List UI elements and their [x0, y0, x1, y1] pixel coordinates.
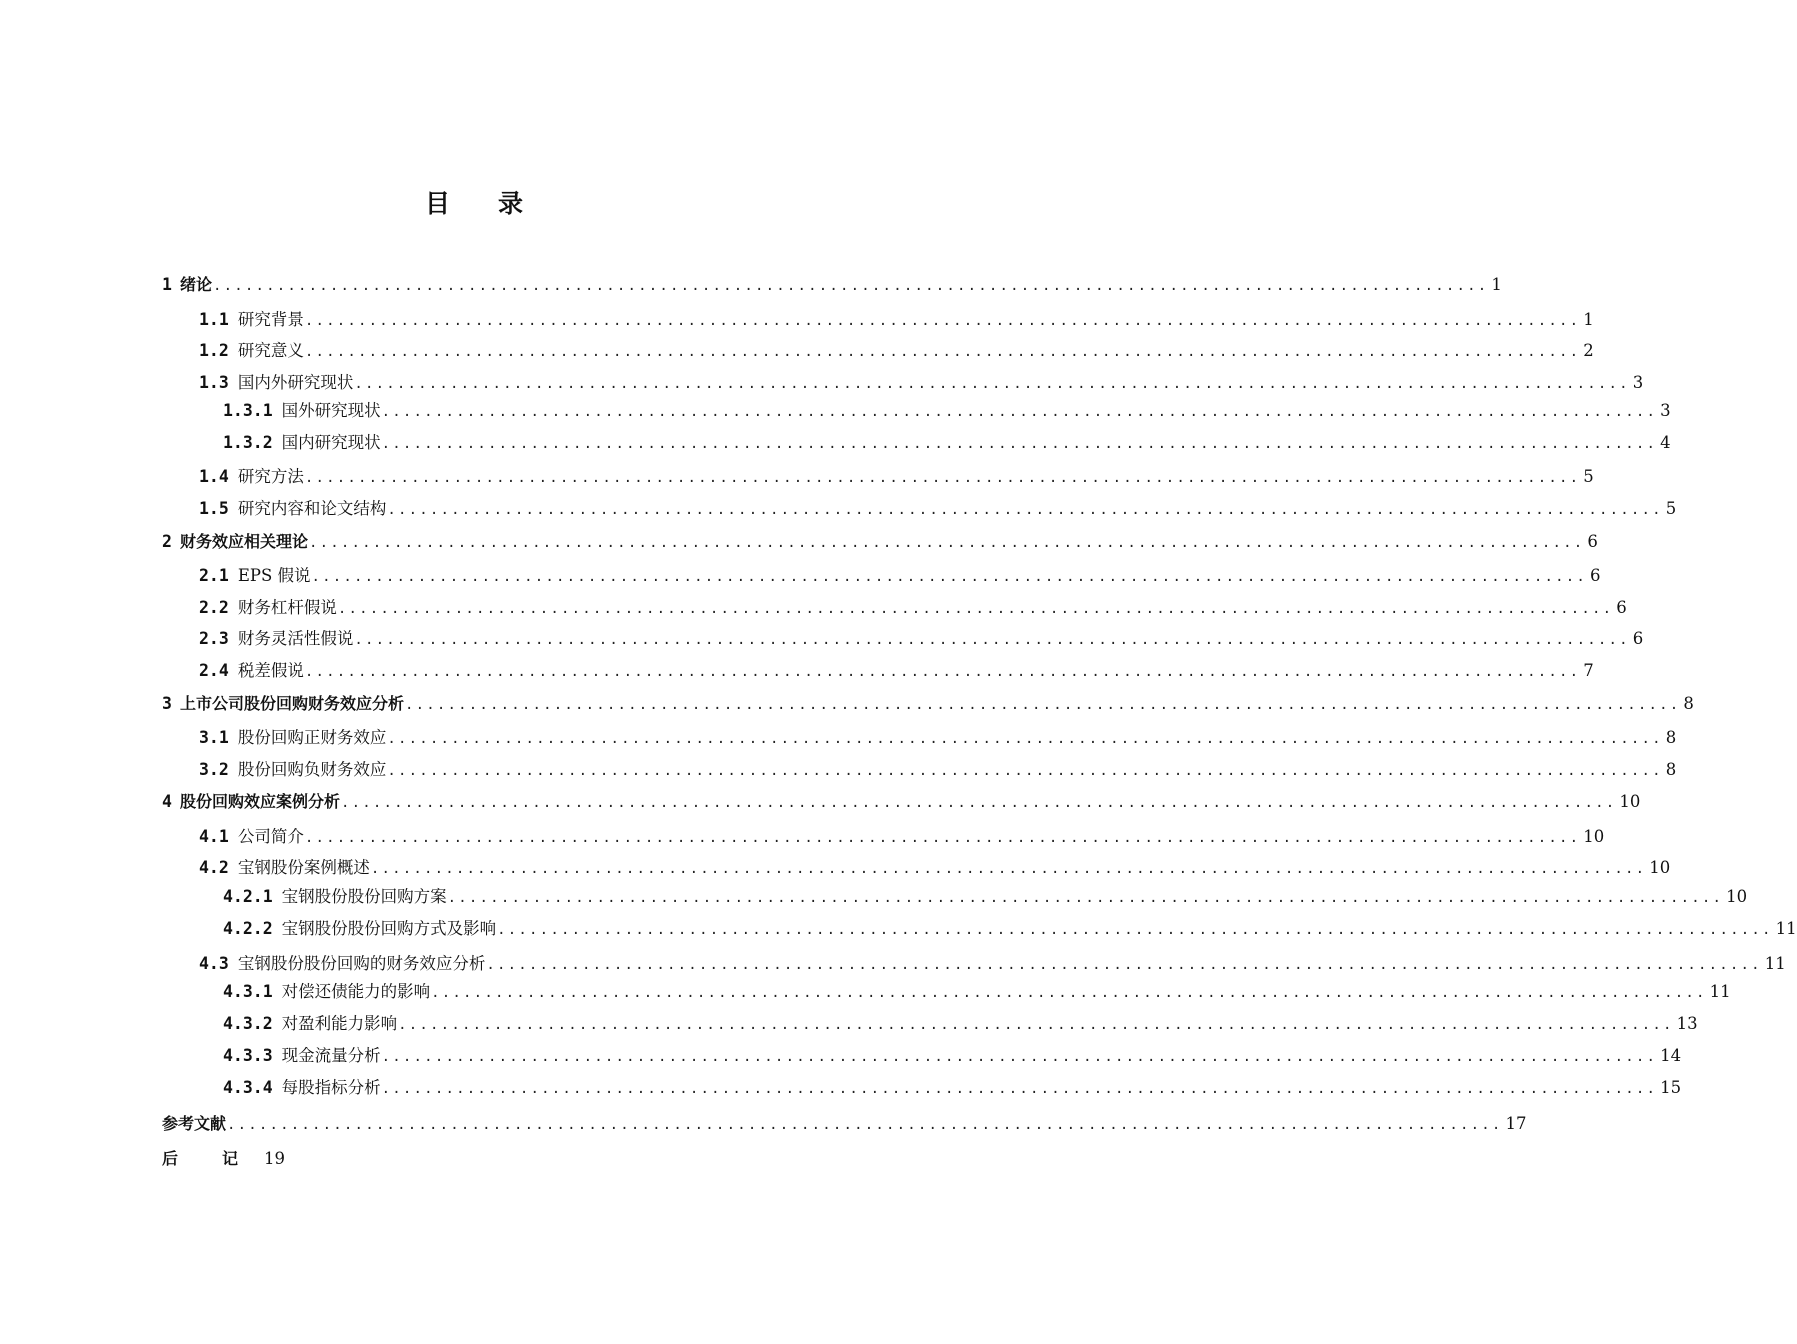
- toc-entry-number: 1.4: [199, 467, 229, 486]
- toc-entry-number: 4.3.2: [223, 1014, 273, 1033]
- dot-leader: ........................................................................................................................: [398, 1017, 1674, 1033]
- dot-leader: ........................................................................................................................: [404, 697, 1681, 713]
- toc-entry-label: 股份回购正财务效应: [237, 728, 387, 747]
- dot-leader: ........................................................................................................................: [486, 957, 1762, 973]
- dot-leader: ........................................................................................................................: [447, 890, 1724, 906]
- toc-entry-number: 4.3.1: [223, 982, 273, 1001]
- dot-leader: ........................................................................................................................: [381, 404, 1658, 420]
- toc-entry-page: 8: [1665, 760, 1677, 779]
- toc-entry-page: 11: [1764, 954, 1786, 973]
- toc-entry-page: 10: [1649, 858, 1671, 877]
- toc-entry[interactable]: [162, 274, 1502, 296]
- toc-entry-label: 研究意义: [237, 341, 304, 360]
- toc-entry-page: 2: [1583, 341, 1594, 360]
- toc-entry[interactable]: [199, 597, 1627, 619]
- toc-entry-page: 6: [1587, 532, 1598, 551]
- toc-entry-page: 15: [1660, 1078, 1682, 1097]
- toc-entry-page: 1: [1583, 310, 1594, 329]
- toc-entry-page: 8: [1683, 694, 1694, 713]
- toc-entry-number: 4.3.4: [223, 1078, 273, 1097]
- toc-entry-label: 每股指标分析: [281, 1078, 381, 1097]
- toc-entry[interactable]: [162, 531, 1598, 553]
- dot-leader: ........................................................................................................................: [387, 731, 1663, 747]
- toc-entry-label: 国外研究现状: [281, 401, 381, 420]
- toc-entry[interactable]: [199, 660, 1594, 682]
- toc-entry[interactable]: [223, 918, 1797, 940]
- toc-entry-label: 宝钢股份股份回购的财务效应分析: [237, 954, 486, 973]
- toc-entry-label: 绪论: [179, 275, 212, 294]
- dot-leader: ........................................................................................................................: [340, 795, 1617, 811]
- dot-leader: ........................................................................................................................: [387, 763, 1663, 779]
- toc-entry-page: 11: [1709, 982, 1731, 1001]
- toc-entry[interactable]: [199, 628, 1644, 650]
- toc-entry-page: 6: [1616, 598, 1627, 617]
- toc-entry[interactable]: [223, 432, 1671, 454]
- toc-entry-page: 5: [1583, 467, 1594, 486]
- toc-entry-number: 2.2: [199, 598, 229, 617]
- toc-entry-number: 4.1: [199, 827, 229, 846]
- toc-entry-page: 3: [1632, 373, 1644, 392]
- toc-entry-label: 公司简介: [237, 827, 304, 846]
- toc-entry-label: 研究方法: [237, 467, 304, 486]
- toc-entry-label: 国内研究现状: [281, 433, 381, 452]
- toc-entry-label: 股份回购效应案例分析: [179, 792, 340, 811]
- toc-entry-number: 2.1: [199, 566, 229, 585]
- toc-entry-label: 财务效应相关理论: [179, 532, 308, 551]
- toc-entry[interactable]: [199, 340, 1594, 362]
- toc-entry-number: 1.3: [199, 373, 229, 392]
- toc-entry-number: 4.2: [199, 858, 229, 877]
- afterword-char-1: 后: [162, 1149, 179, 1168]
- toc-entry-label: 上市公司股份回购财务效应分析: [179, 694, 404, 713]
- toc-entry-number: 2.3: [199, 629, 229, 648]
- toc-entry-label: [162, 1148, 238, 1170]
- toc-entry-number: 1.3.2: [223, 433, 273, 452]
- toc-entry-label: 财务杠杆假说: [237, 598, 337, 617]
- toc-entry-afterword[interactable]: [162, 1148, 285, 1170]
- page-title: [0, 184, 950, 220]
- toc-entry-number: 3.2: [199, 760, 229, 779]
- dot-leader: ........................................................................................................................: [497, 922, 1773, 938]
- afterword-char-2: 记: [222, 1149, 239, 1168]
- dot-leader: ........................................................................................................................: [304, 344, 1581, 360]
- toc-entry-number: 4: [162, 792, 172, 811]
- toc-entry-number: 1.2: [199, 341, 229, 360]
- toc-entry-number: 1.1: [199, 310, 229, 329]
- toc-entry[interactable]: [199, 309, 1594, 331]
- toc-entry[interactable]: [223, 1013, 1698, 1035]
- toc-entry-number: 1: [162, 275, 172, 294]
- toc-entry-label: 参考文献: [162, 1114, 227, 1133]
- dot-leader: ........................................................................................................................: [381, 1081, 1658, 1097]
- toc-entry[interactable]: [162, 1113, 1527, 1135]
- toc-entry-number: 2: [162, 532, 172, 551]
- toc-entry-number: 3.1: [199, 728, 229, 747]
- toc-entry-label: EPS 假说: [237, 566, 311, 585]
- toc-entry[interactable]: [199, 826, 1605, 848]
- toc-entry[interactable]: [223, 1077, 1682, 1099]
- toc-entry-number: 4.2.1: [223, 887, 273, 906]
- toc-entry[interactable]: [199, 759, 1677, 781]
- toc-entry[interactable]: [223, 400, 1671, 422]
- toc-entry-page: 19: [264, 1149, 286, 1168]
- dot-leader: ........................................................................................................................: [227, 1117, 1503, 1133]
- toc-entry-page: 3: [1660, 401, 1671, 420]
- dot-leader: ........................................................................................................................: [304, 664, 1581, 680]
- toc-entry[interactable]: [223, 1045, 1682, 1067]
- toc-entry-page: 4: [1660, 433, 1671, 452]
- toc-entry-page: 14: [1660, 1046, 1682, 1065]
- toc-entry[interactable]: [199, 372, 1644, 394]
- toc-entry-page: 10: [1619, 792, 1641, 811]
- dot-leader: ........................................................................................................................: [311, 569, 1587, 585]
- toc-entry[interactable]: [223, 981, 1731, 1003]
- dot-leader: ........................................................................................................................: [304, 313, 1581, 329]
- toc-entry-label: 税差假说: [237, 661, 304, 680]
- toc-entry-label: 现金流量分析: [281, 1046, 381, 1065]
- toc-entry-page: 11: [1775, 919, 1797, 938]
- toc-entry-page: 5: [1665, 499, 1677, 518]
- toc-entry-page: 10: [1583, 827, 1605, 846]
- toc-entry-label: 研究背景: [237, 310, 304, 329]
- toc-entry[interactable]: [199, 498, 1677, 520]
- dot-leader: ........................................................................................................................: [212, 278, 1489, 294]
- toc-entry[interactable]: [199, 727, 1677, 749]
- toc-entry[interactable]: [162, 693, 1694, 715]
- dot-leader: ........................................................................................................................: [370, 861, 1647, 877]
- toc-entry[interactable]: [199, 565, 1601, 587]
- toc-entry-number: 4.2.2: [223, 919, 273, 938]
- toc-entry-number: 3: [162, 694, 172, 713]
- toc-entry-page: 10: [1726, 887, 1748, 906]
- toc-entry-page: 17: [1505, 1114, 1527, 1133]
- dot-leader: ........................................................................................................................: [381, 1049, 1658, 1065]
- dot-leader: ........................................................................................................................: [354, 376, 1630, 392]
- toc-entry-number: 1.3.1: [223, 401, 273, 420]
- title-char-2: 录: [498, 189, 526, 218]
- toc-entry-label: 国内外研究现状: [237, 373, 354, 392]
- dot-leader: ........................................................................................................................: [337, 601, 1614, 617]
- toc-entry-number: 1.5: [199, 499, 229, 518]
- toc-entry[interactable]: [199, 953, 1786, 975]
- dot-leader: ........................................................................................................................: [304, 470, 1581, 486]
- toc-entry-page: 6: [1589, 566, 1601, 585]
- toc-entry-page: 6: [1632, 629, 1644, 648]
- dot-leader: ........................................................................................................................: [381, 436, 1658, 452]
- toc-entry-page: 8: [1665, 728, 1677, 747]
- dot-leader: ........................................................................................................................: [304, 830, 1581, 846]
- toc-entry-label: 股份回购负财务效应: [237, 760, 387, 779]
- toc-entry-label: 宝钢股份案例概述: [237, 858, 370, 877]
- toc-entry[interactable]: [162, 791, 1641, 813]
- toc-entry-number: 4.3.3: [223, 1046, 273, 1065]
- toc-entry-label: 宝钢股份股份回购方案: [281, 887, 447, 906]
- toc-entry-label: 对盈利能力影响: [281, 1014, 398, 1033]
- dot-leader: ........................................................................................................................: [354, 632, 1630, 648]
- toc-entry[interactable]: [223, 886, 1748, 908]
- dot-leader: ........................................................................................................................: [387, 502, 1663, 518]
- toc-entry-label: 宝钢股份股份回购方式及影响: [281, 919, 497, 938]
- toc-entry[interactable]: [199, 466, 1594, 488]
- dot-leader: ........................................................................................................................: [308, 535, 1585, 551]
- toc-entry-number: 4.3: [199, 954, 229, 973]
- title-char-1: 目: [424, 189, 452, 218]
- toc-entry-number: 2.4: [199, 661, 229, 680]
- toc-entry-label: 研究内容和论文结构: [237, 499, 387, 518]
- toc-entry-label: 财务灵活性假说: [237, 629, 354, 648]
- toc-entry[interactable]: [199, 857, 1671, 879]
- dot-leader: ........................................................................................................................: [431, 985, 1707, 1001]
- toc-entry-page: 7: [1583, 661, 1594, 680]
- toc-entry-page: 1: [1491, 275, 1502, 294]
- toc-entry-page: 13: [1676, 1014, 1698, 1033]
- toc-entry-label: 对偿还债能力的影响: [281, 982, 431, 1001]
